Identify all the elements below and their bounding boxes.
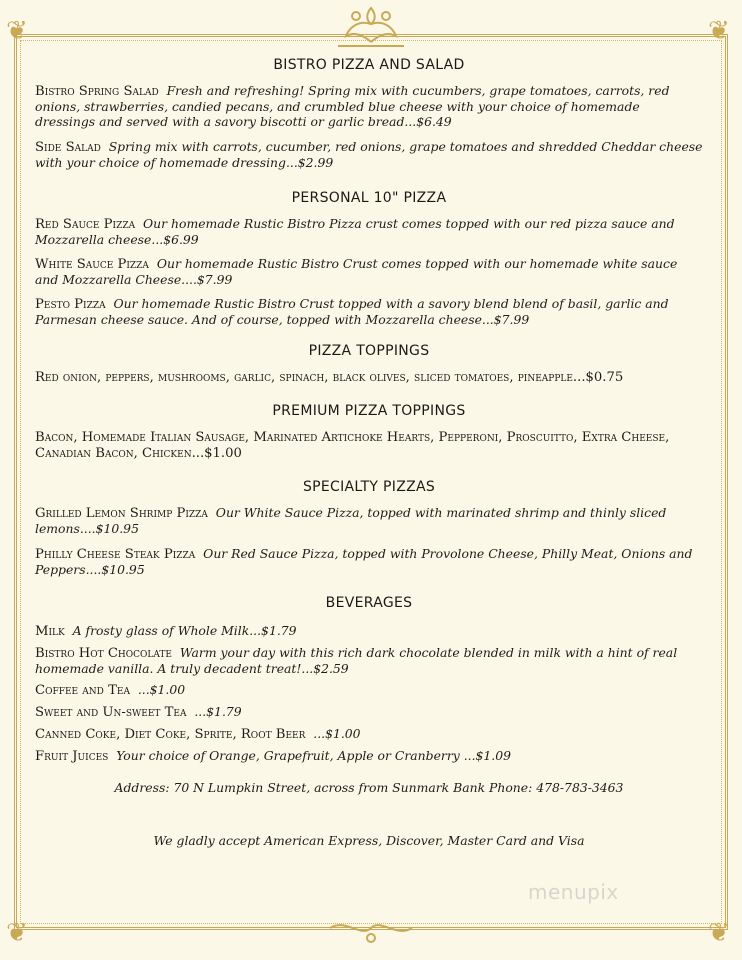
menu-content [35,55,703,848]
item-desc: Warm your day with this rich dark chocolate blended in milk with a hint of real homemade vanilla. A truly decadent treat!...$2.59 [35,645,678,676]
item-name: Fruit Juices [35,749,109,764]
menu-item [35,429,703,461]
bottom-ornament-icon [326,916,416,946]
item-name: Canned Coke, Diet Coke, Sprite, Root Beer [35,727,306,742]
top-ornament-icon [336,4,406,54]
item-desc: ...$1.00 [313,726,361,741]
menu-item [35,256,703,287]
item-desc: ...$1.00 [137,682,186,697]
item-desc: Your choice of Orange, Grapefruit, Apple or Cranberry ...$1.09 [116,748,511,763]
menu-item [35,369,703,385]
item-name: Sweet and Un-sweet Tea [35,705,187,720]
item-desc: Our White Sauce Pizza, topped with marinated shrimp and thinly sliced lemons....$10.95 [35,505,667,536]
item-name: Philly Cheese Steak Pizza [35,547,196,562]
section-title: BEVERAGES [325,595,413,611]
payment-line: We gladly accept American Express, Discover, Master Card and Visa [153,833,585,848]
item-desc: Our Red Sauce Pizza, topped with Provolone Cheese, Philly Meat, Onions and Peppers....$10.95 [35,546,693,577]
section-title: BISTRO PIZZA AND SALAD [273,57,465,73]
item-name: Red Sauce Pizza [35,217,136,232]
item-name: Bistro Spring Salad [35,84,159,99]
menu-item [35,83,703,129]
item-desc: A frosty glass of Whole Milk...$1.79 [72,623,297,638]
address-line: Address: 70 N Lumpkin Street, across from Sunmark Bank Phone: 478-783-3463 [114,780,624,795]
item-name: Bacon, Homemade Italian Sausage, Marinated Artichoke Hearts, Pepperoni, Proscuitto, Extra Cheese, Canadian Bacon, Chicken...$1.00 [35,430,670,461]
corner-ornament-icon: ❦ [6,16,28,46]
item-desc: Our homemade Rustic Bistro Pizza crust comes topped with our red pizza sauce and Mozzarella cheese...$6.99 [35,216,675,247]
item-name: Side Salad [35,140,101,155]
item-desc: Our homemade Rustic Bistro Crust comes topped with our homemade white sauce and Mozzarella Cheese....$7.99 [35,256,678,287]
menu-item [35,704,703,720]
menu-item [35,296,703,327]
item-desc: Fresh and refreshing! Spring mix with cucumbers, grape tomatoes, carrots, red onions, strawberries, candied pecans, and crumbled blue cheese with your choice of homemade dressings and served with a savory biscotti or garlic bread...$6.49 [35,83,670,129]
item-name: Bistro Hot Chocolate [35,646,172,661]
item-name: Milk [35,624,65,639]
menu-item [35,546,703,577]
corner-ornament-icon: ❦ [708,16,730,46]
watermark: menupix [528,880,619,904]
section-title: PREMIUM PIZZA TOPPINGS [272,403,466,419]
menu-item [35,139,703,170]
menu-item [35,748,703,764]
menu-item [35,682,703,698]
item-name: White Sauce Pizza [35,257,149,272]
section-title: PIZZA TOPPINGS [308,343,430,359]
menu-item [35,216,703,247]
menu-item [35,623,703,639]
section-title: PERSONAL 10" PIZZA [291,190,447,206]
item-name: Pesto Pizza [35,297,106,312]
menu-item [35,505,703,536]
menu-item [35,726,703,742]
corner-ornament-icon: ❦ [708,918,730,948]
item-name: Coffee and Tea [35,683,130,698]
menu-item [35,645,703,676]
item-name: Red onion, peppers, mushrooms, garlic, spinach, black olives, sliced tomatoes, pineapple...$0.75 [35,370,624,385]
item-desc: Spring mix with carrots, cucumber, red onions, grape tomatoes and shredded Cheddar cheese with your choice of homemade dressing...$2.99 [35,139,703,170]
corner-ornament-icon: ❦ [6,918,28,948]
item-desc: ...$1.79 [194,704,242,719]
section-title: SPECIALTY PIZZAS [302,479,436,495]
item-desc: Our homemade Rustic Bistro Crust topped with a savory blend blend of basil, garlic and Parmesan cheese sauce. And of course, topped with Mozzarella cheese...$7.99 [35,296,669,327]
item-name: Grilled Lemon Shrimp Pizza [35,506,208,521]
